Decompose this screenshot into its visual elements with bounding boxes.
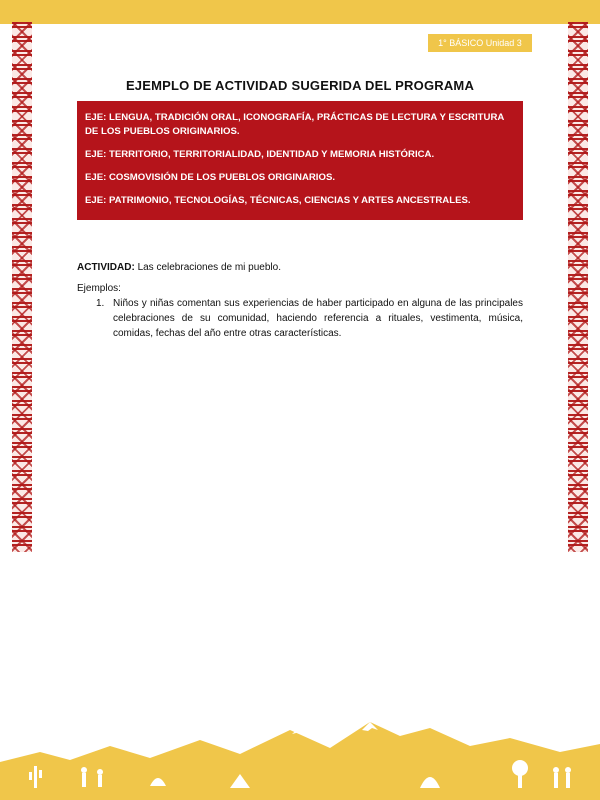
axis-line: EJE: COSMOVISIÓN DE LOS PUEBLOS ORIGINARIOS. — [85, 172, 336, 183]
example-number: 1. — [96, 298, 105, 309]
activity-text: Las celebraciones de mi pueblo. — [137, 262, 281, 273]
activity-line — [77, 261, 523, 274]
example-item — [96, 296, 523, 341]
axis-line: EJE: TERRITORIO, TERRITORIALIDAD, IDENTIDAD Y MEMORIA HISTÓRICA. — [85, 149, 435, 160]
document-title: EJEMPLO DE ACTIVIDAD SUGERIDA DEL PROGRAMA — [125, 78, 475, 93]
axis-line: EJE: PATRIMONIO, TECNOLOGÍAS, TÉCNICAS, CIENCIAS Y ARTES ANCESTRALES. — [85, 195, 471, 206]
examples-label: Ejemplos: — [77, 283, 121, 294]
activity-label: ACTIVIDAD: — [77, 262, 135, 273]
axis-line: EJE: LENGUA, TRADICIÓN ORAL, ICONOGRAFÍA, PRÁCTICAS DE LECTURA Y ESCRITURA DE LOS PUEBLOS ORIGINARIOS. — [85, 112, 504, 137]
ground-band — [0, 788, 600, 800]
example-text: Niños y niñas comentan sus experiencias de haber participado en alguna de las principales celebraciones de su comunidad, haciendo referencia a rituales, vestimenta, música, comidas, fechas del año entre otras características. — [113, 298, 523, 339]
top-band — [0, 0, 600, 24]
axes-box — [77, 101, 523, 220]
unit-tab: 1° BÁSICO Unidad 3 — [428, 34, 532, 52]
landscape-footer-illustration — [0, 700, 600, 800]
left-pattern-border — [12, 22, 32, 552]
right-pattern-border — [568, 22, 588, 552]
